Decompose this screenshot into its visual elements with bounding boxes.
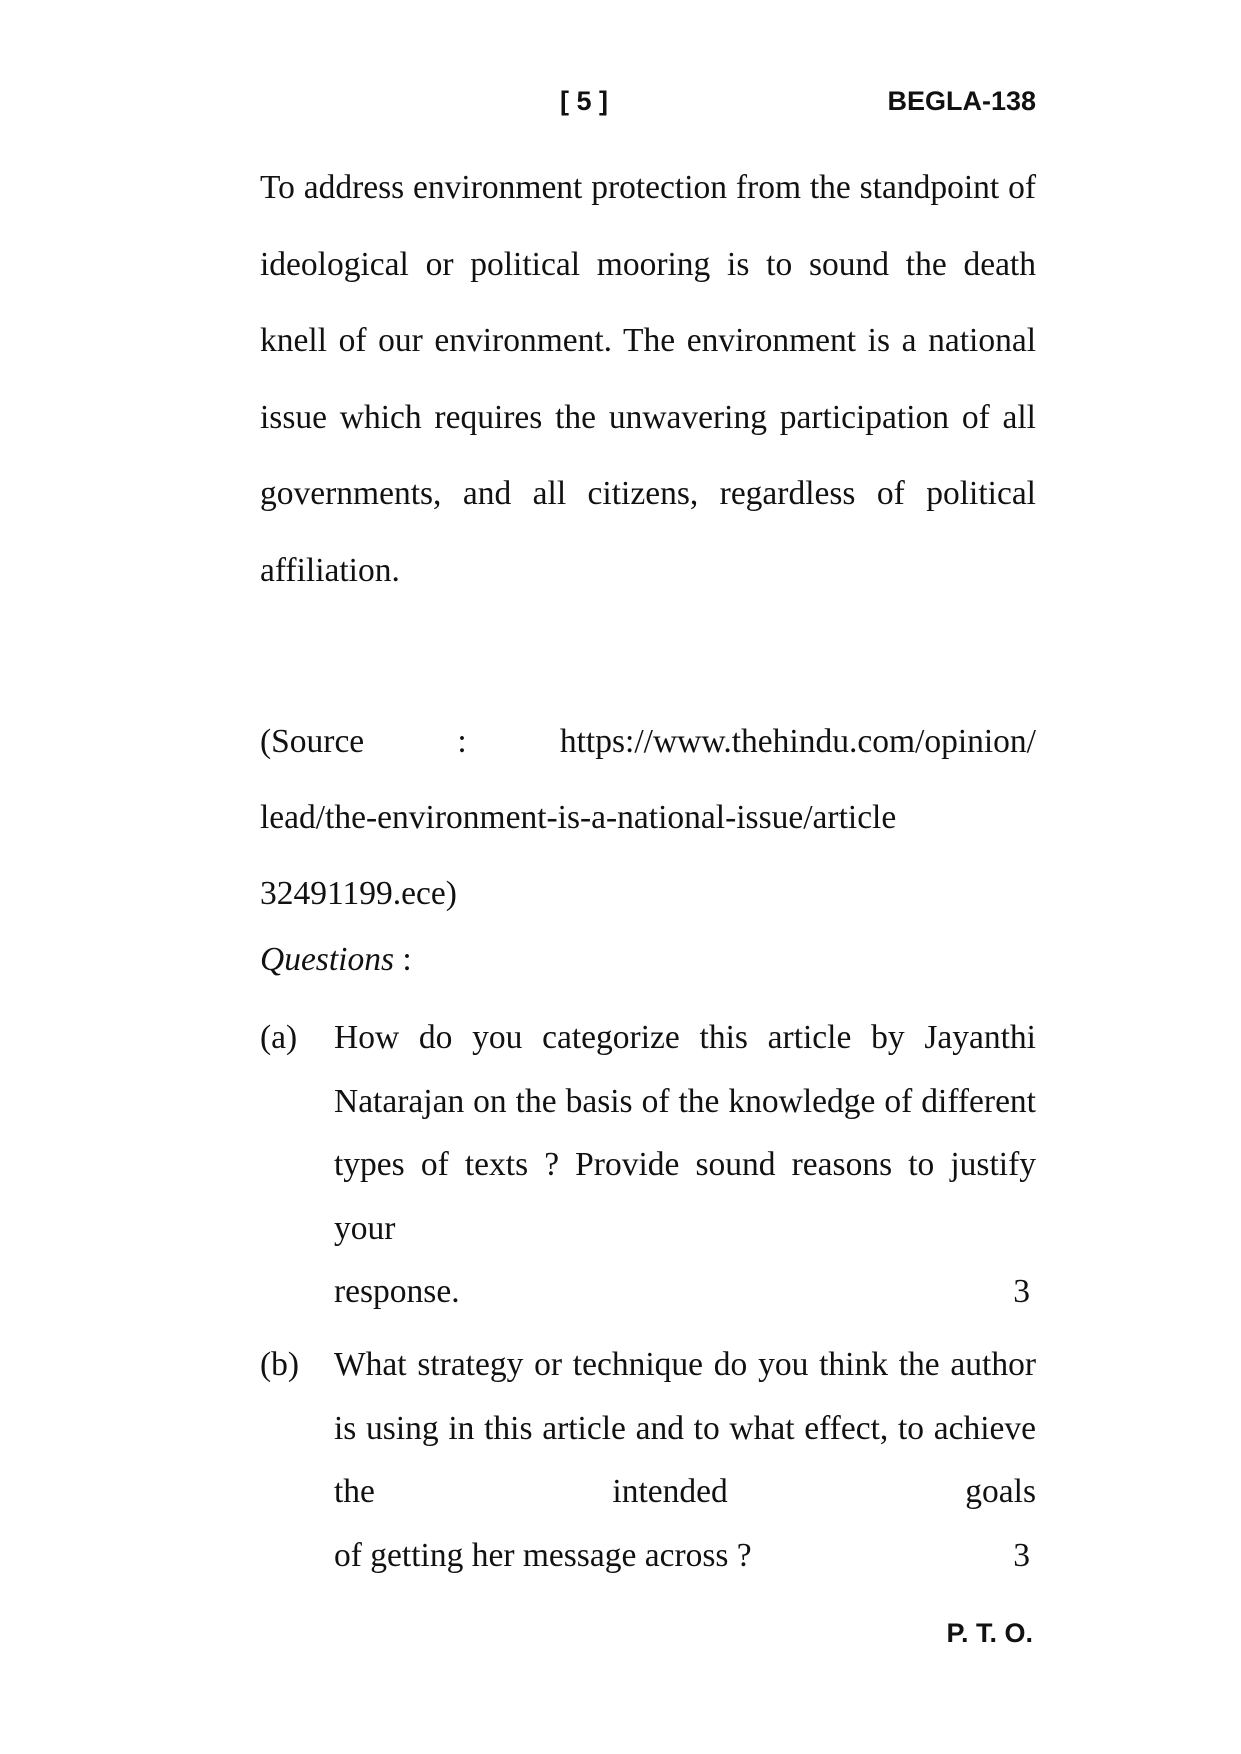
question-text: What strategy or technique do you think the author is using in this article and to what effect, to achieve the intended goals	[334, 1346, 1036, 1510]
questions-heading	[260, 930, 1036, 990]
question-text: How do you categorize this article by Jayanthi Natarajan on the basis of the knowledge of different types of texts ? Provide sound reasons to justify your	[334, 1019, 1036, 1247]
question-marks: 3	[1013, 1536, 1030, 1574]
source-citation	[260, 704, 1036, 932]
question-last-text: response.	[334, 1273, 460, 1310]
question-last-line	[334, 1260, 1036, 1324]
question-body	[334, 1333, 1036, 1587]
question-a	[260, 1006, 1036, 1324]
page-number: [ 5 ]	[560, 86, 609, 116]
question-last-text: of getting her message across ?	[334, 1536, 752, 1574]
source-separator: :	[457, 723, 467, 760]
question-label: (a)	[260, 1019, 298, 1056]
source-url-part1: https://www.thehindu.com/opinion/	[559, 723, 1036, 760]
source-url-part2: lead/the-environment-is-a-national-issue/article	[260, 799, 897, 836]
question-marks: 3	[1013, 1273, 1030, 1310]
questions-heading-label: Questions	[260, 941, 394, 978]
question-last-line	[334, 1524, 1036, 1588]
course-code: BEGLA-138	[887, 86, 1036, 116]
source-url-part3: 32491199.ece)	[260, 875, 457, 912]
source-first-line	[260, 704, 1036, 780]
question-b	[260, 1333, 1036, 1587]
passage-paragraph: To address environment protection from the standpoint of ideological or political mooring is to sound the death knell of our environment. The environment is a national issue which requires the unwavering participation of all governments, and all citizens, regardless of political affiliation.	[260, 169, 1036, 589]
pto-footer: P. T. O.	[946, 1618, 1033, 1648]
questions-heading-colon: :	[394, 941, 412, 978]
question-label: (b)	[260, 1346, 300, 1383]
source-label: (Source	[260, 723, 365, 760]
question-body	[334, 1006, 1036, 1324]
